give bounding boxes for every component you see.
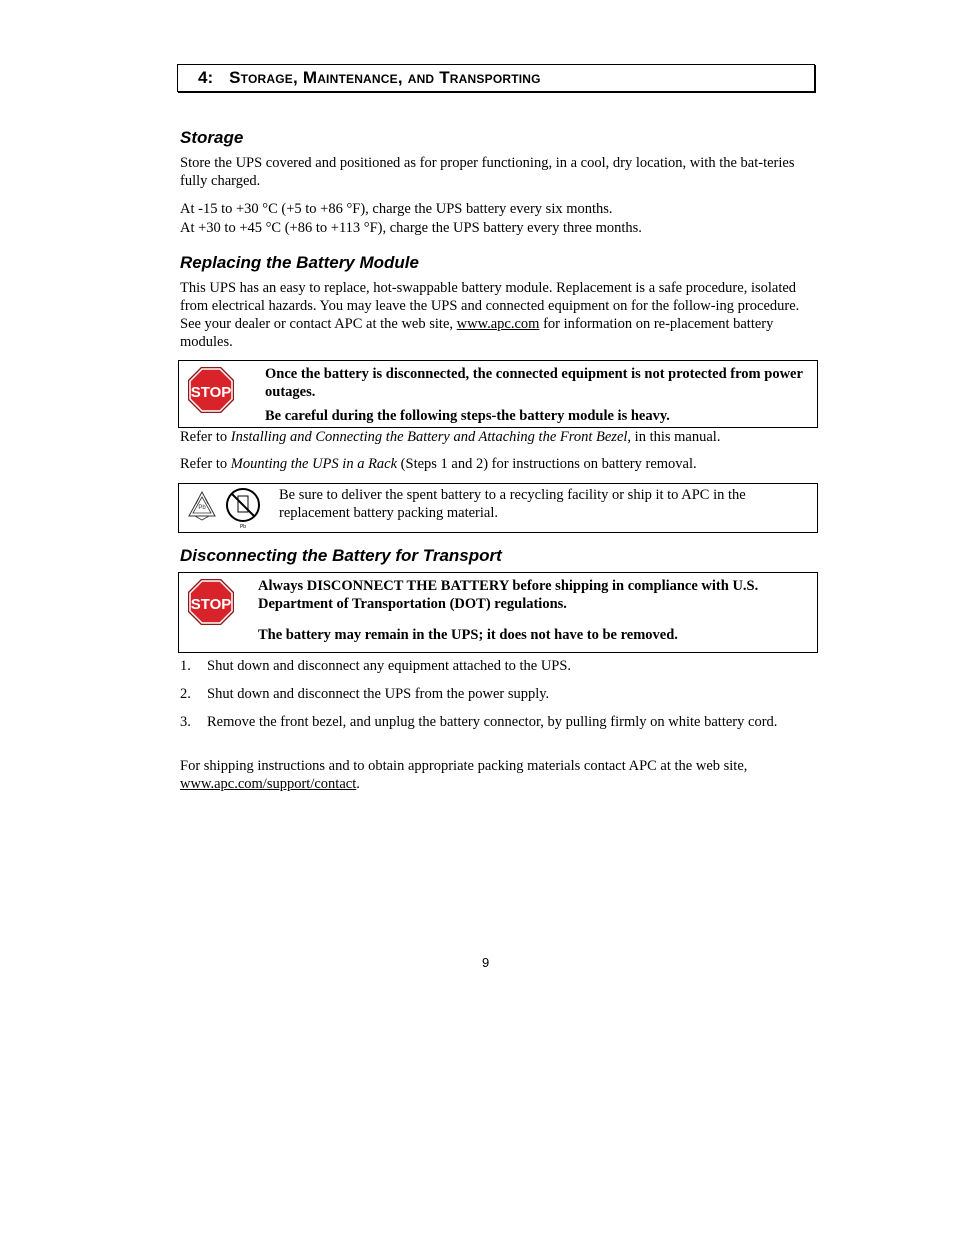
chapter-title: Storage, Maintenance, and Transporting [229, 68, 541, 87]
closing-paragraph [180, 757, 816, 793]
transport-steps-list [180, 657, 816, 741]
stop-sign-icon [187, 578, 235, 631]
refer2-suffix: (Steps 1 and 2) for instructions on battery removal. [397, 456, 697, 472]
refer2-prefix: Refer to [180, 456, 231, 472]
storage-paragraph: Store the UPS covered and positioned as for proper functioning, in a cool, dry location, with the bat-teries fully charged. [180, 155, 795, 189]
closing-text-a: For shipping instructions and to obtain appropriate packing materials contact APC at the web site, [180, 758, 748, 774]
chapter-number: 4: [198, 68, 214, 87]
replacing-text-b: for information on re-placement battery modules. [180, 316, 774, 350]
refer1-prefix: Refer to [180, 429, 231, 445]
refer-installing-paragraph [180, 428, 816, 446]
storage-temp-line-1: At -15 to +30 °C (+5 to +86 °F), charge the UPS battery every six months. [180, 201, 613, 217]
step-number: 3. [180, 714, 191, 730]
closing-text-b: . [356, 776, 360, 792]
step-number: 2. [180, 686, 191, 702]
stop-sign-label: STOP [190, 596, 232, 613]
apc-support-contact-link[interactable]: www.apc.com/support/contact [180, 776, 357, 792]
stop-notice-1-line-2: Be careful during the following steps-the battery module is heavy. [265, 408, 670, 424]
refer1-suffix: , in this manual. [627, 429, 721, 445]
stop-sign-icon [187, 366, 235, 419]
replacing-heading: Replacing the Battery Module [180, 253, 419, 272]
stop-sign-label: STOP [190, 384, 232, 401]
step-text: Remove the front bezel, and unplug the battery connector, by pulling firmly on white battery cord. [207, 714, 778, 730]
replacing-text-a: This UPS has an easy to replace, hot-swappable battery module. Replacement is a safe procedure, isolated from electrical hazards. You may leave the UPS and connected equipment on for the follow-ing procedure. See your dealer or contact APC at the web site, [180, 280, 800, 332]
no-trash-icon [224, 486, 264, 535]
refer2-italic-title: Mounting the UPS in a Rack [230, 456, 398, 472]
transport-heading: Disconnecting the Battery for Transport [180, 546, 502, 565]
step-number: 1. [180, 658, 191, 674]
stop-notice-2-line-1: Always DISCONNECT THE BATTERY before shipping in compliance with U.S. Department of Transportation (DOT) regulations. [258, 578, 759, 612]
recycle-notice-text: Be sure to deliver the spent battery to a recycling facility or ship it to APC in the replacement battery packing material. [279, 487, 746, 521]
replacing-paragraph [180, 279, 816, 351]
chapter-title-box [177, 64, 815, 92]
recycle-notice [178, 483, 818, 533]
list-item [180, 713, 816, 731]
stop-notice-1-line-1: Once the battery is disconnected, the connected equipment is not protected from power outages. [265, 366, 803, 400]
storage-heading: Storage [180, 128, 244, 147]
refer-mounting-paragraph [180, 455, 816, 473]
apc-website-link[interactable]: www.apc.com [456, 316, 540, 332]
step-text: Shut down and disconnect any equipment attached to the UPS. [207, 658, 572, 674]
no-trash-icon-label: Pb [239, 524, 247, 530]
stop-notice-disconnect-transport [178, 572, 818, 653]
list-item [180, 657, 816, 675]
stop-notice-2-line-2: The battery may remain in the UPS; it does not have to be removed. [258, 627, 678, 643]
step-text: Shut down and disconnect the UPS from the power supply. [207, 686, 550, 702]
recycle-icon [186, 490, 218, 529]
stop-notice-battery-disconnected [178, 360, 818, 428]
page-number: 9 [482, 955, 490, 970]
recycle-icon-label: Pb [198, 505, 206, 511]
list-item [180, 685, 816, 703]
storage-temp-line-2: At +30 to +45 °C (+86 to +113 °F), charge the UPS battery every three months. [180, 220, 642, 236]
refer1-italic-title: Installing and Connecting the Battery and Attaching the Front Bezel [230, 429, 628, 445]
